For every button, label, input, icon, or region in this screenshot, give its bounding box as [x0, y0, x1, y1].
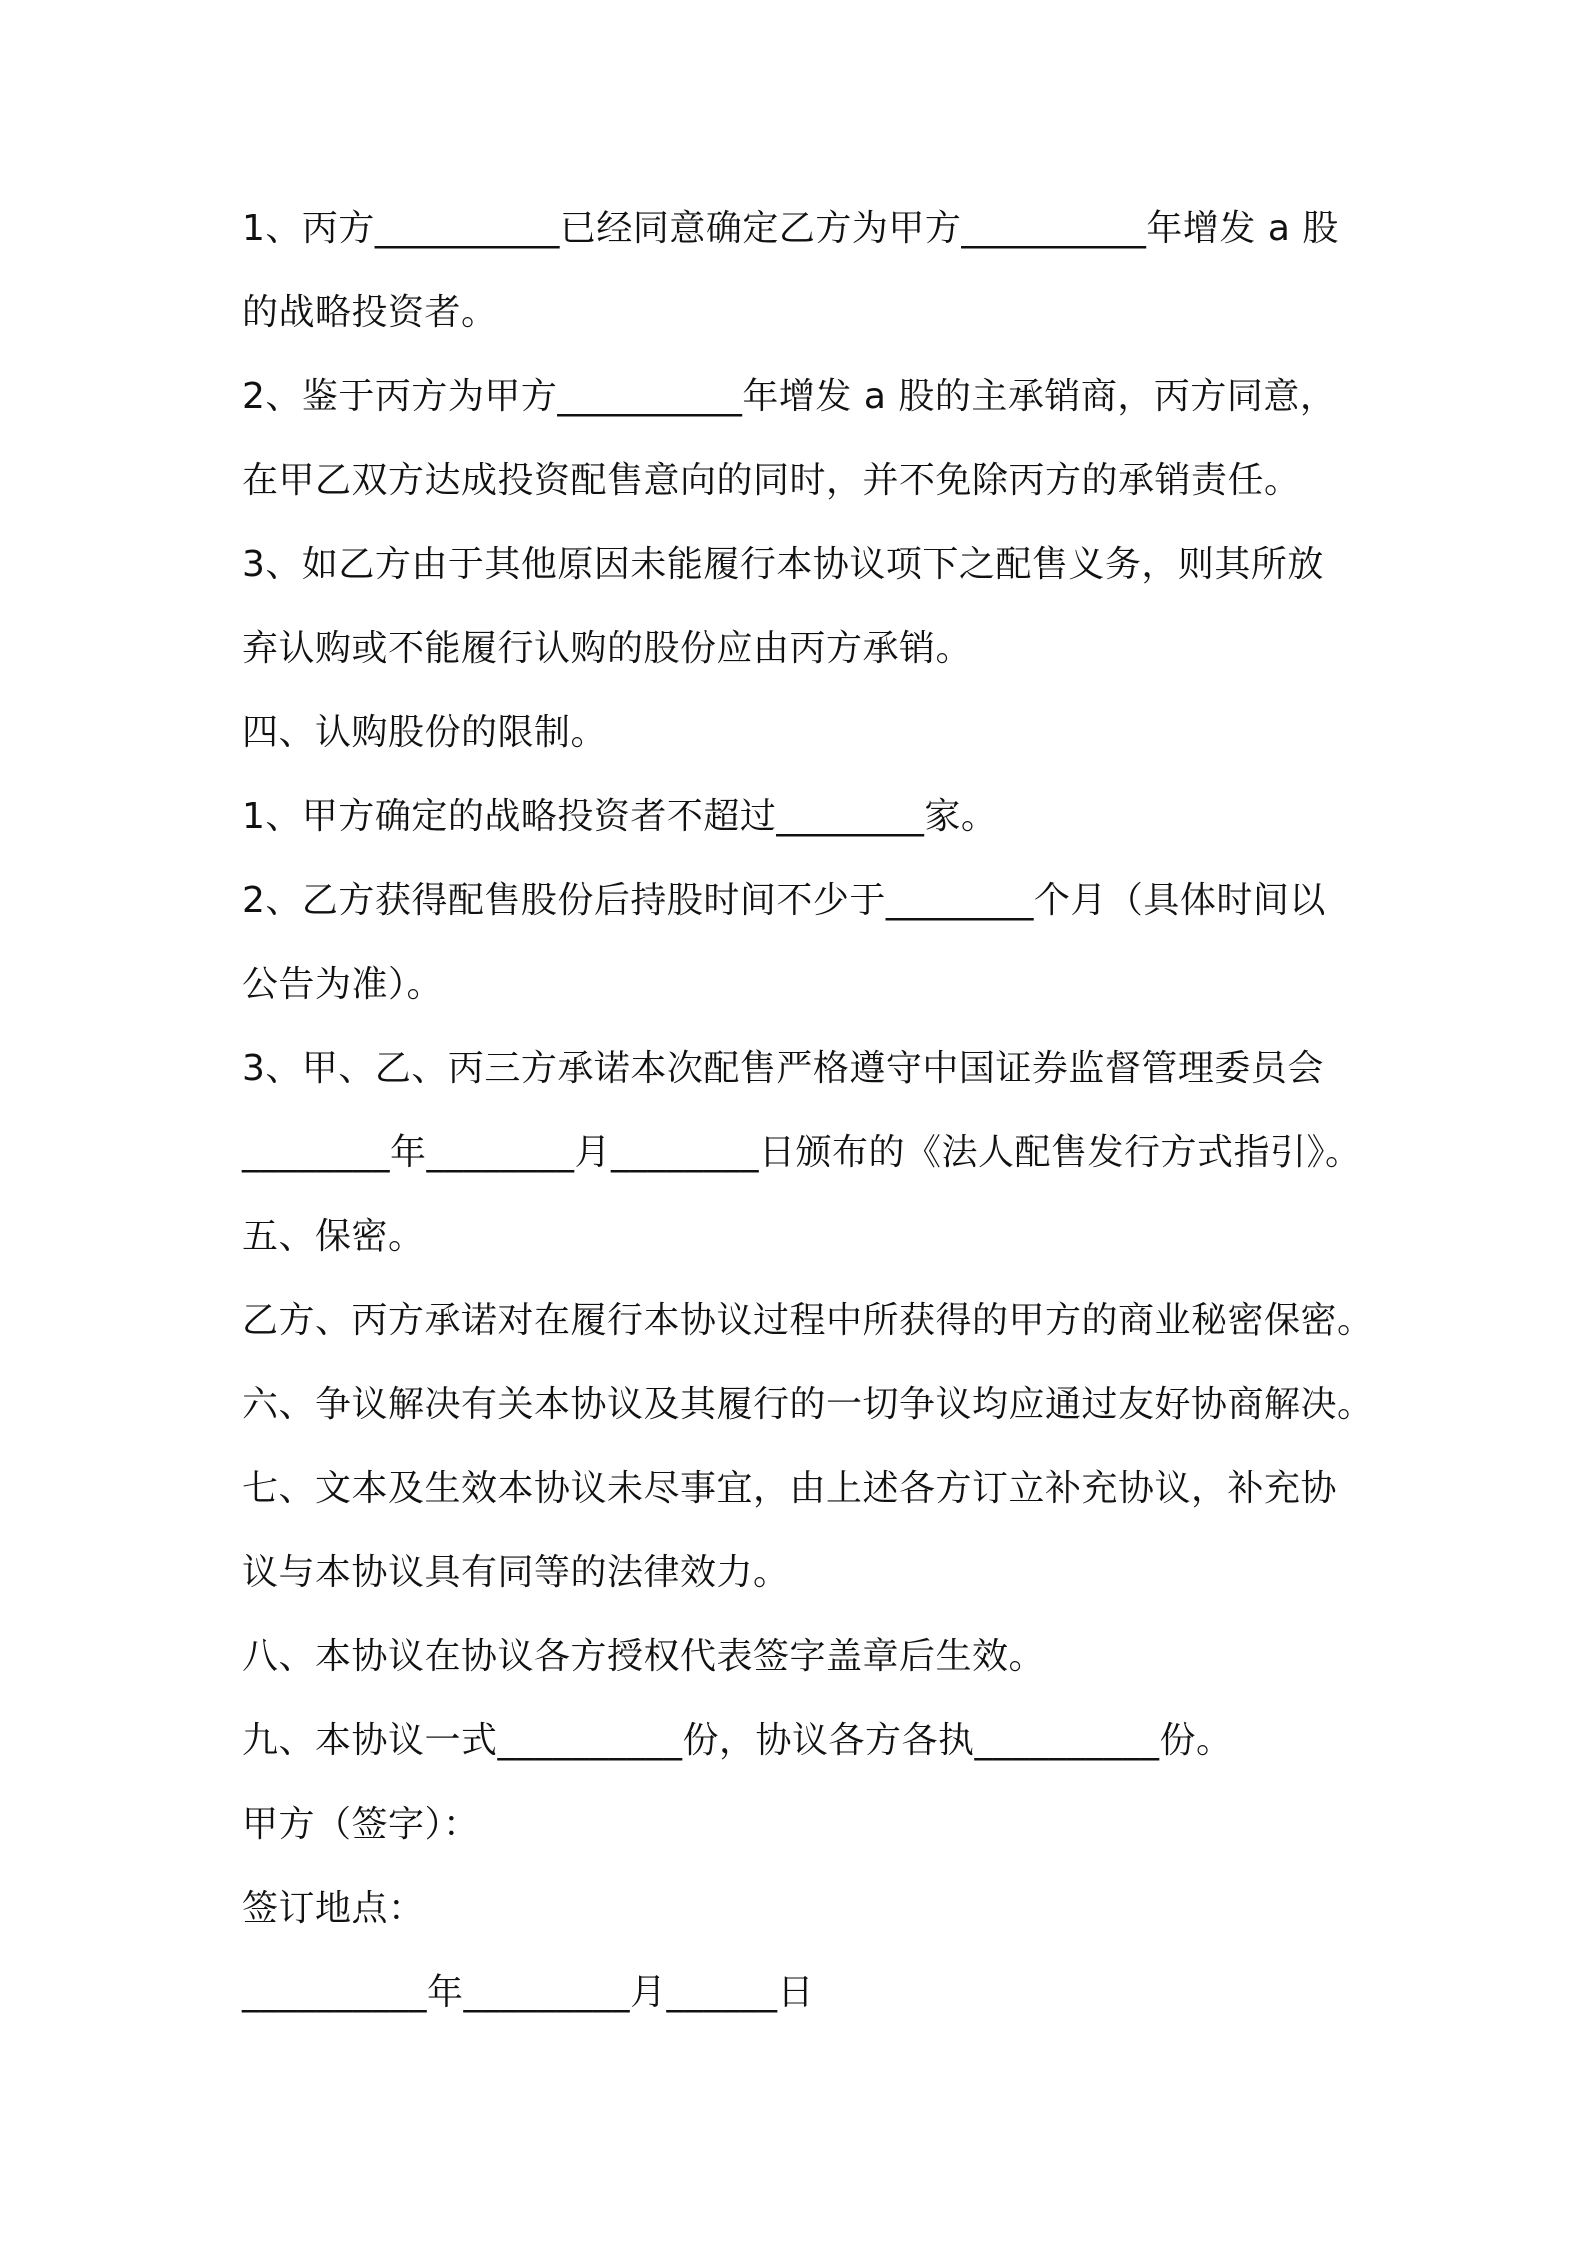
section-4-clause-1: 1、甲方确定的战略投资者不超过________家。 [242, 796, 998, 837]
section-6: 六、争议解决有关本协议及其履行的一切争议均应通过友好协商解决。 [242, 1384, 1374, 1425]
section-5-heading: 五、保密。 [242, 1216, 425, 1257]
party-a-signature-label: 甲方（签字）： [242, 1804, 480, 1845]
clause-1-line-2: 的战略投资者。 [242, 292, 498, 333]
section-4-clause-3-line-1: 3、甲、乙、丙三方承诺本次配售严格遵守中国证券监督管理委员会 [242, 1048, 1324, 1089]
section-5-body: 乙方、丙方承诺对在履行本协议过程中所获得的甲方的商业秘密保密。 [242, 1300, 1374, 1341]
section-7-line-1: 七、文本及生效本协议未尽事宜，由上述各方订立补充协议，补充协 [242, 1468, 1338, 1509]
section-4-clause-2-line-1: 2、乙方获得配售股份后持股时间不少于________个月（具体时间以 [242, 880, 1326, 921]
clause-3-line-2: 弃认购或不能履行认购的股份应由丙方承销。 [242, 628, 973, 669]
signing-place-label: 签订地点： [242, 1888, 425, 1929]
clause-2-line-2: 在甲乙双方达成投资配售意向的同时，并不免除丙方的承销责任。 [242, 460, 1301, 501]
clause-2-line-1: 2、鉴于丙方为甲方__________年增发 a 股的主承销商，丙方同意， [242, 376, 1337, 417]
section-4-clause-2-line-2: 公告为准）。 [242, 964, 444, 1005]
section-7-line-2: 议与本协议具有同等的法律效力。 [242, 1552, 790, 1593]
section-9: 九、本协议一式__________份，协议各方各执__________份。 [242, 1720, 1233, 1761]
section-4-clause-3-line-2: ________年________月________日颁布的《法人配售发行方式指引》。 [242, 1132, 1362, 1173]
section-8: 八、本协议在协议各方授权代表签字盖章后生效。 [242, 1636, 1046, 1677]
clause-3-line-1: 3、如乙方由于其他原因未能履行本协议项下之配售义务，则其所放 [242, 544, 1324, 585]
signing-date-line: __________年_________月______日 [242, 1972, 814, 2013]
clause-1-line-1: 1、丙方__________已经同意确定乙方为甲方__________年增发 a 股 [242, 208, 1339, 249]
section-4-heading: 四、认购股份的限制。 [242, 712, 608, 753]
